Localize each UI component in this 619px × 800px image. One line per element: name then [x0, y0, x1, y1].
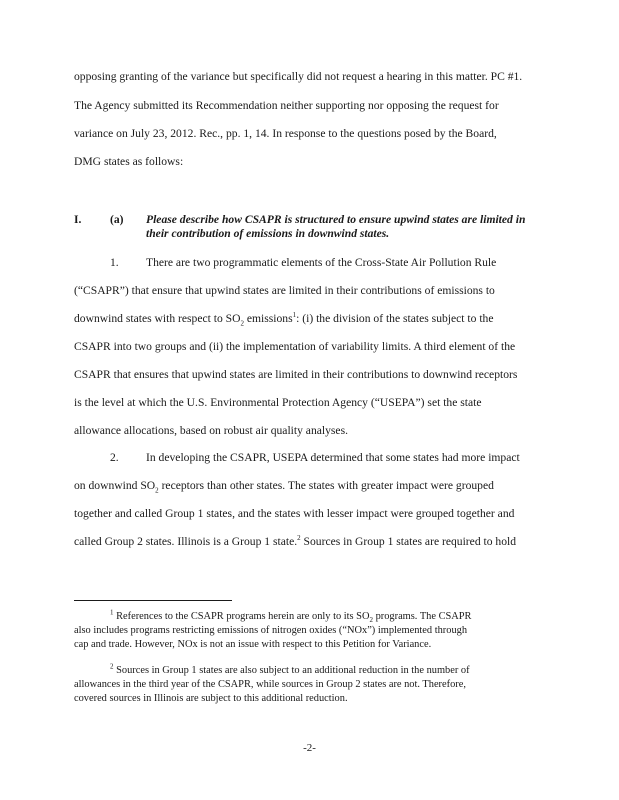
subsection-label: (a): [110, 213, 124, 226]
question-heading-line: Please describe how CSAPR is structured to ensure upwind states are limited in: [146, 213, 526, 226]
body-text-line: downwind states with respect to $SO_2$ emissions$^1$: (i) the division of the states subject to the: [74, 311, 494, 328]
footnote-line: $^1$ References to the CSAPR programs herein are only to its $SO_2$ programs. The CSAPR: [110, 608, 472, 625]
footnote-line: covered sources in Illinois are subject to this additional reduction.: [74, 693, 348, 704]
footnote-line: also includes programs restricting emissions of nitrogen oxides (“NOx”) implemented through: [74, 625, 468, 636]
paragraph-number: 2.: [110, 451, 119, 464]
paragraph-first-line: 2. In developing the CSAPR, USEPA determined that some states had more impact: [110, 451, 520, 464]
body-text-line: (“CSAPR”) that ensure that upwind states are limited in their contributions of emissions to: [74, 284, 495, 297]
body-text-line: The Agency submitted its Recommendation neither supporting nor opposing the request for: [74, 99, 499, 112]
body-text-line: opposing granting of the variance but specifically did not request a hearing in this matter. PC #1.: [74, 70, 523, 83]
footnote-reference: 2: [297, 534, 301, 543]
footnote-line: $^2$ Sources in Group 1 states are also subject to an additional reduction in the number of: [110, 662, 470, 676]
footnote-line: cap and trade. However, NOx is not an issue with respect to this Petition for Variance.: [74, 639, 432, 650]
body-text-line: called Group 2 states. Illinois is a Group 1 state.$^2$ Sources in Group 1 states are required to hold: [74, 534, 517, 548]
footnote-reference: 1: [292, 311, 297, 320]
page-number: -2-: [303, 742, 316, 754]
body-text-line: on downwind $SO_2$ receptors than other states. The states with greater impact were grouped: [74, 479, 494, 495]
footnote-line: allowances in the third year of the CSAPR, while sources in Group 2 states are not. Therefore,: [74, 679, 466, 690]
section-number: I.: [74, 213, 82, 226]
body-text-line: CSAPR that ensures that upwind states are limited in their contributions to downwind receptors: [74, 368, 518, 381]
footnote-mark: 2: [110, 662, 114, 671]
body-text-line: allowance allocations, based on robust air quality analyses.: [74, 424, 348, 437]
body-text-line: variance on July 23, 2012. Rec., pp. 1, 14. In response to the questions posed by the Board,: [74, 127, 497, 140]
footnote-separator: [74, 600, 232, 601]
body-text-line: DMG states as follows:: [74, 155, 184, 168]
paragraph-first-line: 1. There are two programmatic elements of the Cross-State Air Pollution Rule: [110, 256, 497, 269]
footnote-mark: 1: [110, 608, 114, 617]
body-text-line: CSAPR into two groups and (ii) the implementation of variability limits. A third element of the: [74, 340, 516, 353]
question-heading-line: their contribution of emissions in downwind states.: [146, 227, 390, 240]
paragraph-number: 1.: [110, 256, 119, 269]
body-text-line: together and called Group 1 states, and the states with lesser impact were grouped together and: [74, 507, 515, 520]
body-text-line: is the level at which the U.S. Environmental Protection Agency (“USEPA”) set the state: [74, 396, 482, 409]
